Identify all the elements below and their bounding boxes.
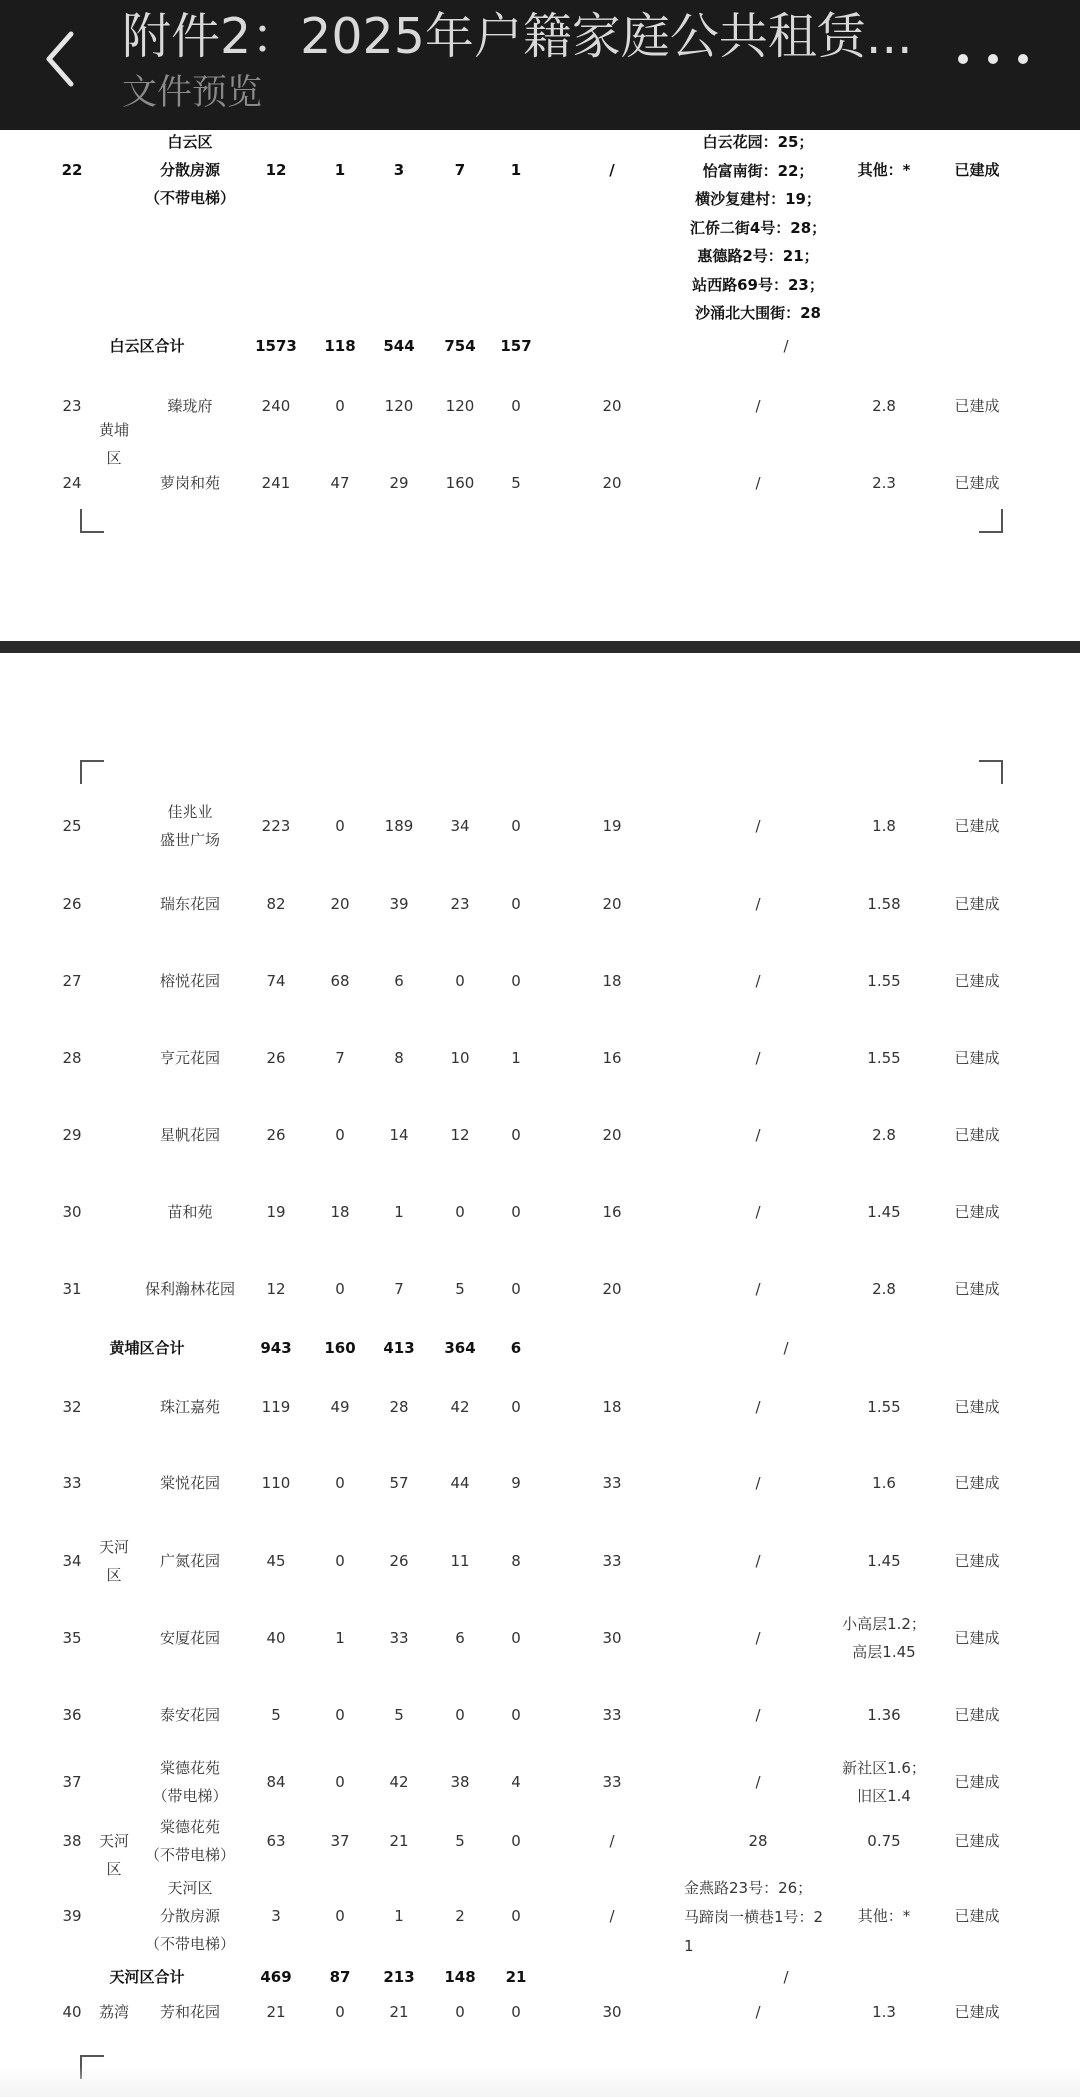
subtotal-value: 87 [329, 1968, 351, 1986]
area-detail: / [755, 1049, 761, 1067]
document-title: 附件2：2025年户籍家庭公共租赁... [122, 8, 913, 65]
rent-rate: 2.8 [872, 1280, 896, 1298]
subtotal-value: 413 [383, 1339, 415, 1357]
table-cell: 42 [389, 1773, 409, 1791]
area-detail: / [755, 972, 761, 990]
status-cell: 已建成 [954, 474, 1000, 492]
project-name: 广氮花园 [159, 1552, 221, 1570]
table-cell: 119 [261, 1398, 291, 1416]
table-cell: 0 [511, 1907, 521, 1925]
table-cell: 12 [265, 161, 287, 179]
table-cell: 16 [602, 1203, 622, 1221]
table-cell: 0 [511, 397, 521, 415]
table-cell: 8 [511, 1552, 521, 1570]
table-cell: 7 [394, 1280, 404, 1298]
area-detail: / [755, 1126, 761, 1144]
rent-rate: 1.58 [867, 895, 901, 913]
scroll-fade [0, 2067, 1080, 2097]
table-cell: 18 [602, 972, 622, 990]
table-cell: 34 [450, 817, 470, 835]
row-number: 23 [62, 397, 82, 415]
status-cell: 已建成 [954, 1474, 1000, 1492]
project-name: 安厦花园 [159, 1629, 221, 1647]
rent-rate: 1.45 [867, 1203, 901, 1221]
district-label: 天河 [98, 1832, 130, 1850]
table-cell: 0 [511, 1126, 521, 1144]
rent-rate: 1.3 [872, 2003, 896, 2021]
subtotal-value: 213 [383, 1968, 415, 1986]
table-cell: 18 [330, 1203, 350, 1221]
table-cell: 1 [335, 1629, 345, 1647]
project-name: （带电梯） [152, 1787, 228, 1805]
row-number: 40 [62, 2003, 82, 2021]
table-cell: 6 [455, 1629, 465, 1647]
area-detail: / [755, 1706, 761, 1724]
table-cell: 0 [335, 1474, 345, 1492]
row-number: 26 [62, 895, 82, 913]
table-cell: 120 [384, 397, 414, 415]
dot-icon [1018, 54, 1028, 64]
table-cell: 0 [455, 972, 465, 990]
district-label: 天河 [98, 1538, 130, 1556]
area-detail: / [755, 1552, 761, 1570]
rent-rate: 1.36 [867, 1706, 901, 1724]
table-cell: 0 [455, 2003, 465, 2021]
status-cell: 已建成 [954, 1773, 1000, 1791]
table-cell: 42 [450, 1398, 470, 1416]
table-cell: 10 [450, 1049, 470, 1067]
rent-rate: 新社区1.6； [842, 1759, 926, 1777]
rent-rate: 2.8 [872, 397, 896, 415]
table-cell: 7 [454, 161, 466, 179]
table-cell: 0 [335, 817, 345, 835]
table-cell: 0 [335, 1552, 345, 1570]
project-name: 榕悦花园 [159, 972, 221, 990]
table-cell: 23 [450, 895, 470, 913]
table-cell: 1 [510, 161, 522, 179]
project-name: 芳和花园 [159, 2003, 221, 2021]
table-cell: 14 [389, 1126, 409, 1144]
area-detail: / [755, 1629, 761, 1647]
row-number: 22 [61, 161, 83, 179]
subtotal-value: 21 [505, 1968, 527, 1986]
rent-rate: 小高层1.2； [842, 1615, 926, 1633]
page-corner-mark [979, 509, 1003, 533]
row-number: 37 [62, 1773, 82, 1791]
table-cell: 33 [602, 1552, 622, 1570]
table-cell: 21 [389, 1832, 409, 1850]
table-cell: 0 [335, 397, 345, 415]
app-header [0, 0, 1080, 130]
document-subtitle: 文件预览 [122, 73, 263, 113]
table-cell: 33 [602, 1773, 622, 1791]
subtotal-label: 白云区合计 [109, 337, 185, 355]
table-cell: 0 [511, 972, 521, 990]
rent-rate: 1.55 [867, 1398, 901, 1416]
table-cell: 7 [335, 1049, 345, 1067]
subtotal-value: 118 [324, 337, 356, 355]
table-cell: 5 [271, 1706, 281, 1724]
table-cell: 1 [394, 1907, 404, 1925]
row-number: 30 [62, 1203, 82, 1221]
area-detail: / [755, 2003, 761, 2021]
table-cell: 5 [455, 1280, 465, 1298]
row-number: 24 [62, 474, 82, 492]
table-cell: 1 [511, 1049, 521, 1067]
status-cell: 已建成 [954, 1280, 1000, 1298]
rent-rate: 2.3 [872, 474, 896, 492]
project-name: 萝岗和苑 [159, 474, 221, 492]
table-cell: 0 [455, 1706, 465, 1724]
table-cell: 82 [266, 895, 286, 913]
area-detail: 怡富南街：22； [702, 161, 814, 180]
area-detail: 白云花园：25； [702, 133, 814, 151]
table-cell: 0 [455, 1203, 465, 1221]
area-detail: / [755, 1280, 761, 1298]
table-cell: 0 [511, 895, 521, 913]
table-cell: 0 [511, 1832, 521, 1850]
rent-rate: 1.8 [872, 817, 896, 835]
subtotal-value: / [783, 1339, 789, 1357]
subtotal-value: 1573 [255, 337, 297, 355]
project-name: 亨元花园 [159, 1049, 221, 1067]
subtotal-label: 黄埔区合计 [109, 1339, 185, 1357]
table-cell: 189 [384, 817, 414, 835]
table-cell: 30 [602, 2003, 622, 2021]
dot-icon [988, 54, 998, 64]
row-number: 28 [62, 1049, 82, 1067]
status-cell: 已建成 [954, 1049, 1000, 1067]
page-corner-mark [80, 760, 104, 784]
district-label: 黄埔 [98, 421, 130, 439]
status-cell: 已建成 [954, 1398, 1000, 1416]
table-cell: 33 [389, 1629, 409, 1647]
area-detail: / [755, 895, 761, 913]
table-cell: 0 [335, 1907, 345, 1925]
table-cell: 18 [602, 1398, 622, 1416]
project-name: 保利瀚林花园 [144, 1280, 236, 1298]
project-name: 棠德花苑 [159, 1818, 221, 1836]
table-cell: 19 [602, 817, 622, 835]
subtotal-value: 943 [260, 1339, 292, 1357]
table-cell: 9 [511, 1474, 521, 1492]
table-cell: 0 [511, 1203, 521, 1221]
table-cell: 12 [266, 1280, 286, 1298]
subtotal-value: 148 [444, 1968, 476, 1986]
status-cell: 已建成 [954, 397, 1000, 415]
table-cell: 5 [455, 1832, 465, 1850]
table-cell: 38 [450, 1773, 470, 1791]
row-number: 32 [62, 1398, 82, 1416]
subtotal-value: 157 [500, 337, 532, 355]
table-cell: 16 [602, 1049, 622, 1067]
table-cell: 29 [389, 474, 409, 492]
status-cell: 已建成 [954, 895, 1000, 913]
rent-rate: 2.8 [872, 1126, 896, 1144]
project-name: 白云区 [167, 133, 213, 151]
subtotal-label: 天河区合计 [109, 1968, 185, 1986]
table-cell: 8 [394, 1049, 404, 1067]
table-cell: 1 [334, 161, 346, 179]
subtotal-value: 754 [444, 337, 476, 355]
row-number: 36 [62, 1706, 82, 1724]
table-cell: 47 [330, 474, 350, 492]
status-cell: 已建成 [954, 972, 1000, 990]
subtotal-value: 544 [383, 337, 415, 355]
area-detail: 1 [684, 1937, 694, 1955]
status-cell: 已建成 [954, 1832, 1000, 1850]
table-cell: 0 [335, 2003, 345, 2021]
area-detail: / [755, 1398, 761, 1416]
table-cell: 57 [389, 1474, 409, 1492]
table-cell: 20 [330, 895, 350, 913]
rent-rate: 1.45 [867, 1552, 901, 1570]
project-name: 臻珑府 [167, 397, 213, 415]
page-corner-mark [979, 760, 1003, 784]
subtotal-value: / [783, 337, 789, 355]
table-cell: 223 [261, 817, 291, 835]
rent-rate: 旧区1.4 [857, 1787, 911, 1805]
rent-rate: 1.6 [872, 1474, 896, 1492]
table-cell: 84 [266, 1773, 286, 1791]
table-cell: 0 [511, 1629, 521, 1647]
row-number: 38 [62, 1832, 82, 1850]
page-corner-mark [80, 509, 104, 533]
table-cell: 37 [330, 1832, 350, 1850]
table-cell: 0 [511, 2003, 521, 2021]
area-detail: / [755, 1773, 761, 1791]
table-cell: 21 [389, 2003, 409, 2021]
district-label: 区 [106, 1860, 122, 1878]
table-cell: 5 [511, 474, 521, 492]
table-cell: 19 [266, 1203, 286, 1221]
project-name: （不带电梯） [144, 1935, 236, 1953]
table-cell: 26 [266, 1049, 286, 1067]
table-cell: 20 [602, 895, 622, 913]
status-cell: 已建成 [954, 1629, 1000, 1647]
table-cell: / [609, 161, 615, 179]
rent-rate: 0.75 [867, 1832, 901, 1850]
table-cell: 6 [394, 972, 404, 990]
project-name: 苗和苑 [167, 1203, 213, 1221]
area-detail: 汇侨二街4号：28； [689, 218, 827, 237]
project-name: 棠德花苑 [159, 1759, 221, 1777]
table-cell: 0 [335, 1773, 345, 1791]
table-cell: 3 [271, 1907, 281, 1925]
table-cell: / [609, 1907, 615, 1925]
project-name: 分散房源 [159, 161, 221, 179]
table-cell: 44 [450, 1474, 470, 1492]
project-name: 天河区 [167, 1879, 213, 1897]
district-label: 区 [106, 1566, 122, 1584]
project-name: 星帆花园 [159, 1126, 221, 1144]
table-cell: 20 [602, 1126, 622, 1144]
table-cell: 26 [389, 1552, 409, 1570]
table-cell: 45 [266, 1552, 286, 1570]
subtotal-value: 364 [444, 1339, 476, 1357]
table-cell: 12 [450, 1126, 470, 1144]
project-name: （不带电梯） [144, 189, 236, 207]
rent-rate: 1.55 [867, 1049, 901, 1067]
table-cell: 11 [450, 1552, 470, 1570]
table-cell: 160 [445, 474, 475, 492]
area-detail: 金燕路23号：26； [684, 1879, 813, 1897]
table-cell: 68 [330, 972, 350, 990]
row-number: 35 [62, 1629, 82, 1647]
table-cell: 0 [511, 817, 521, 835]
table-cell: 0 [511, 1280, 521, 1298]
table-cell: 40 [266, 1629, 286, 1647]
status-cell: 已建成 [954, 1126, 1000, 1144]
area-detail: / [755, 397, 761, 415]
status-cell: 已建成 [954, 1552, 1000, 1570]
table-cell: 3 [393, 161, 405, 179]
table-cell: 0 [335, 1706, 345, 1724]
area-detail: 沙涌北大围街：28 [695, 304, 821, 322]
area-detail: 马蹄岗一横巷1号：2 [684, 1908, 824, 1926]
table-cell: 120 [445, 397, 475, 415]
status-cell: 已建成 [954, 1907, 1000, 1925]
area-detail: / [755, 817, 761, 835]
page-separator [0, 641, 1080, 653]
status-cell: 已建成 [954, 1706, 1000, 1724]
subtotal-value: 160 [324, 1339, 356, 1357]
status-cell: 已建成 [954, 2003, 1000, 2021]
status-cell: 已建成 [954, 161, 1000, 179]
subtotal-value: 469 [260, 1968, 292, 1986]
subtotal-value: 6 [510, 1339, 522, 1357]
table-cell: 20 [602, 1280, 622, 1298]
table-cell: 4 [511, 1773, 521, 1791]
table-cell: 240 [261, 397, 291, 415]
table-cell: 5 [394, 1706, 404, 1724]
row-number: 29 [62, 1126, 82, 1144]
row-number: 27 [62, 972, 82, 990]
table-cell: 63 [266, 1832, 286, 1850]
row-number: 39 [62, 1907, 82, 1925]
table-cell: 49 [330, 1398, 350, 1416]
rent-rate: 高层1.45 [852, 1643, 916, 1661]
area-detail: 28 [748, 1832, 768, 1850]
project-name: 盛世广场 [159, 831, 221, 849]
district-label: 区 [106, 449, 122, 467]
table-cell: 0 [511, 1398, 521, 1416]
back-button[interactable] [34, 26, 86, 92]
more-options-button[interactable] [958, 44, 1028, 74]
status-cell: 已建成 [954, 817, 1000, 835]
area-detail: / [755, 474, 761, 492]
table-cell: 20 [602, 474, 622, 492]
table-cell: 39 [389, 895, 409, 913]
table-cell: 20 [602, 397, 622, 415]
table-cell: 0 [335, 1280, 345, 1298]
area-detail: 站西路69号：23； [692, 275, 824, 294]
rent-rate: 1.55 [867, 972, 901, 990]
rent-rate: 其他：* [857, 1907, 911, 1925]
table-cell: 2 [455, 1907, 465, 1925]
status-cell: 已建成 [954, 1203, 1000, 1221]
subtotal-value: / [783, 1968, 789, 1986]
area-detail: / [755, 1203, 761, 1221]
row-number: 25 [62, 817, 82, 835]
table-cell: 30 [602, 1629, 622, 1647]
table-cell: 1 [394, 1203, 404, 1221]
project-name: （不带电梯） [144, 1846, 236, 1864]
table-cell: 28 [389, 1398, 409, 1416]
rent-rate: 其他：* [857, 161, 911, 179]
table-cell: 110 [261, 1474, 291, 1492]
table-cell: 21 [266, 2003, 286, 2021]
project-name: 瑞东花园 [159, 895, 221, 913]
district-label: 荔湾 [98, 2003, 130, 2021]
project-name: 分散房源 [159, 1907, 221, 1925]
table-cell: 26 [266, 1126, 286, 1144]
table-cell: 0 [511, 1706, 521, 1724]
project-name: 珠江嘉苑 [159, 1398, 221, 1416]
row-number: 31 [62, 1280, 82, 1298]
dot-icon [958, 54, 968, 64]
row-number: 33 [62, 1474, 82, 1492]
table-cell: / [609, 1832, 615, 1850]
table-cell: 33 [602, 1706, 622, 1724]
chevron-left-icon [43, 30, 77, 88]
row-number: 34 [62, 1552, 82, 1570]
table-cell: 74 [266, 972, 286, 990]
table-cell: 0 [335, 1126, 345, 1144]
table-cell: 33 [602, 1474, 622, 1492]
area-detail: / [755, 1474, 761, 1492]
table-cell: 241 [261, 474, 291, 492]
project-name: 佳兆业 [167, 803, 213, 821]
project-name: 棠悦花园 [159, 1474, 221, 1492]
project-name: 泰安花园 [159, 1706, 221, 1724]
area-detail: 惠德路2号：21； [697, 247, 819, 265]
area-detail: 横沙复建村：19； [695, 190, 821, 208]
